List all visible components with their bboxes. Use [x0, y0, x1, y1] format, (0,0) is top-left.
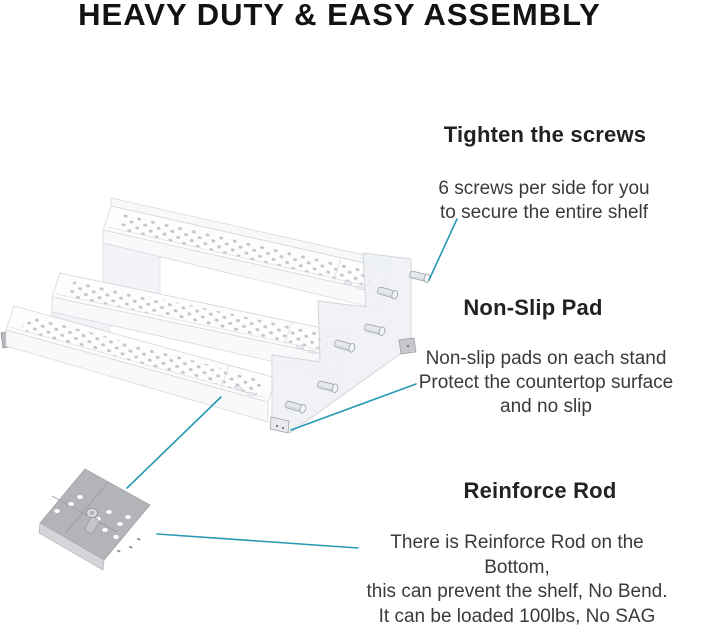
annotation-line: and no slip: [391, 395, 701, 419]
callout-line-rod: [157, 534, 358, 548]
annotation-line: to secure the entire shelf: [394, 201, 694, 225]
annotation-body: [391, 347, 701, 419]
annotation-line: There is Reinforce Rod on the Bottom,: [355, 531, 679, 580]
annotation-line: Non-slip pads on each stand: [391, 347, 701, 371]
screw-icon: [409, 270, 431, 283]
callout-line-screws: [429, 219, 457, 280]
annotation-line: this can prevent the shelf, No Bend.: [355, 580, 679, 605]
annotation-heading: Tighten the screws: [395, 122, 695, 148]
annotation-body: [394, 177, 694, 224]
page-title: HEAVY DUTY & EASY ASSEMBLY: [0, 0, 679, 33]
callout-line-inset: [127, 397, 221, 488]
annotation-line: Protect the countertop surface: [391, 371, 701, 395]
annotation-line: It can be loaded 100lbs, No SAG: [355, 605, 679, 629]
annotation-line: 6 screws per side for you: [394, 177, 694, 201]
annotation-heading: Reinforce Rod: [390, 478, 690, 504]
bottom-detail-inset: [39, 469, 150, 570]
annotation-heading: Non-Slip Pad: [383, 295, 683, 321]
annotation-body: [355, 531, 679, 629]
